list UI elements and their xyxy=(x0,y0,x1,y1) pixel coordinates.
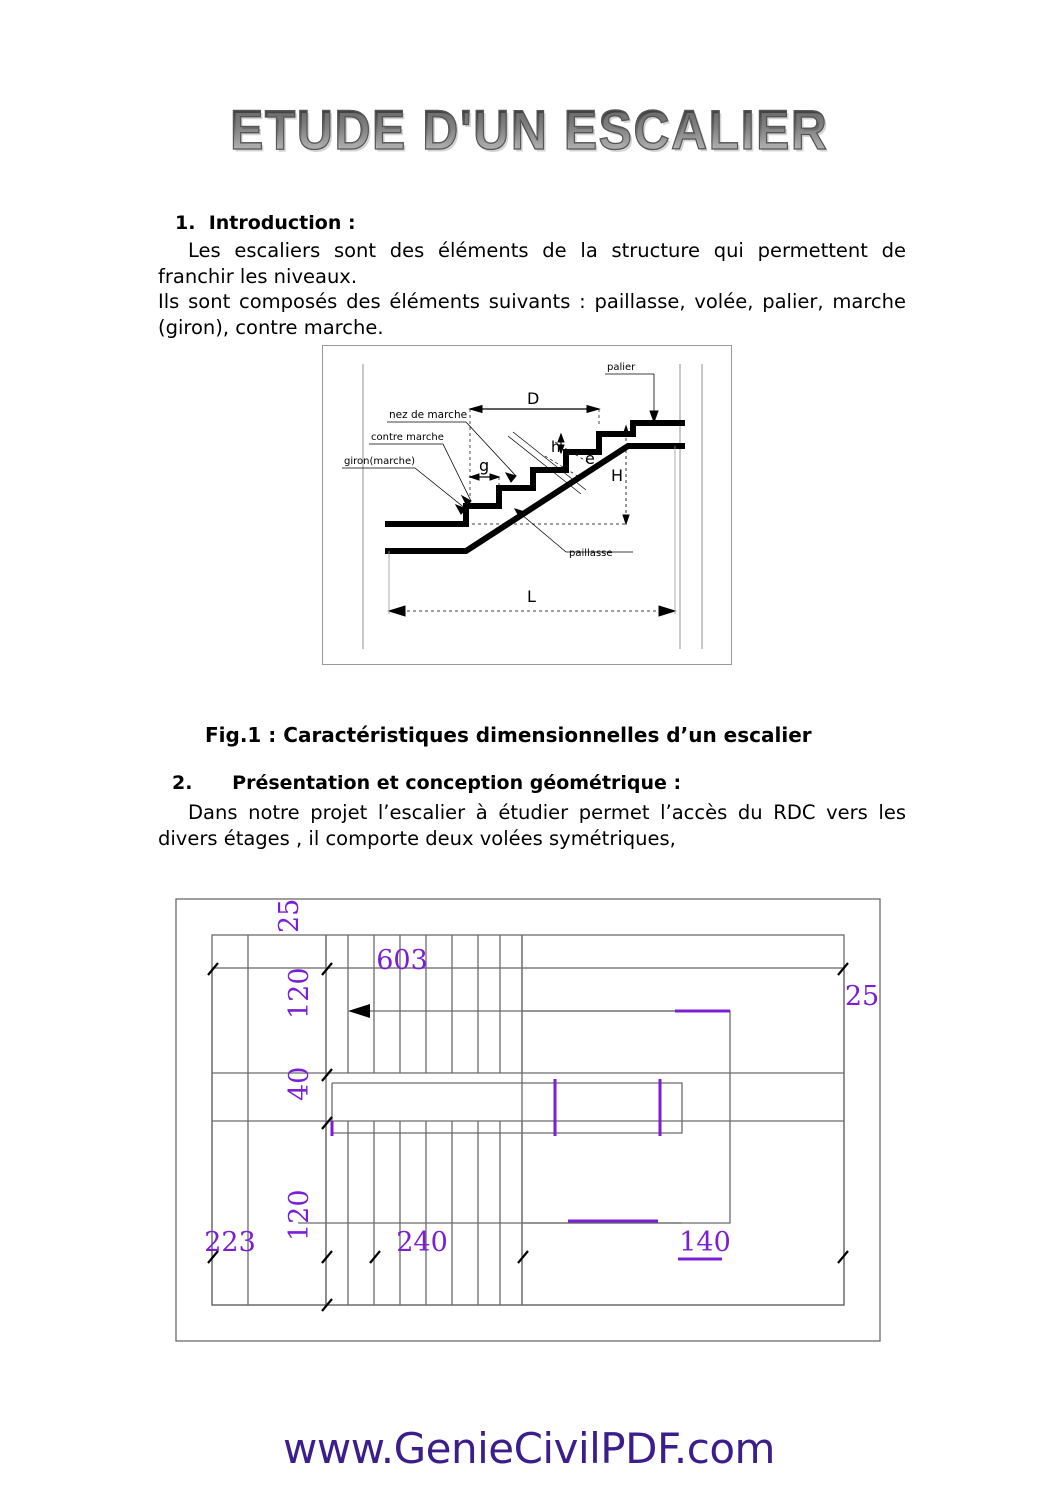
section-2-body xyxy=(158,800,906,851)
section-1-number: 1. xyxy=(175,212,196,234)
fig1-dim-D: D xyxy=(527,389,540,408)
page-title: ETUDE D'UN ESCALIER xyxy=(229,98,829,161)
page-title-wrapper xyxy=(0,98,1058,161)
section-2-number: 2. xyxy=(172,772,193,794)
figure-1-caption: Fig.1 : Caractéristiques dimensionnelles d’un escalier xyxy=(205,723,812,747)
plan-dim-240: 240 xyxy=(396,1227,448,1258)
fig1-label-paillasse: paillasse xyxy=(569,548,613,559)
fig1-dim-h: h xyxy=(551,438,561,456)
plan-dim-120-lower: 120 xyxy=(284,1189,315,1241)
plan-outer-frame xyxy=(176,899,880,1341)
footer-watermark-url: www.GenieCivilPDF.com xyxy=(283,1424,775,1473)
fig1-dim-H: H xyxy=(611,466,624,485)
section-1-title: Introduction : xyxy=(208,212,356,234)
section-1-heading xyxy=(175,212,575,234)
plan-purple-accents xyxy=(332,1011,730,1259)
plan-dim-120-upper: 120 xyxy=(284,967,315,1019)
fig1-label-contre-marche: contre marche xyxy=(371,432,444,443)
section-2-title: Présentation et conception géométrique : xyxy=(232,772,682,794)
plan-dim-25-top-right: 25 xyxy=(844,981,880,1012)
plan-dim-603: 603 xyxy=(376,945,428,976)
lower-flight-treads xyxy=(326,1121,522,1305)
plan-direction-arrowhead xyxy=(348,1004,370,1018)
section-1-paragraph-2: Ils sont composés des éléments suivants : paillasse, volée, palier, marche (giron), contre marche. xyxy=(158,290,906,339)
stair-plan-svg xyxy=(170,893,892,1348)
fig1-dim-e: e xyxy=(585,449,595,468)
plan-dim-40: 40 xyxy=(284,1066,315,1101)
figure-1-stair-section-diagram xyxy=(322,345,732,665)
fig1-dim-L: L xyxy=(527,587,536,606)
plan-dim-25-top-left: 25 xyxy=(274,898,305,933)
fig1-label-nez-de-marche: nez de marche xyxy=(389,409,468,421)
plan-dim-140: 140 xyxy=(679,1227,731,1258)
section-1-paragraph-1: Les escaliers sont des éléments de la structure qui permettent de franchir les niveaux. xyxy=(158,239,906,288)
fig1-label-palier: palier xyxy=(607,362,636,373)
plan-landing-rect xyxy=(332,1083,682,1133)
stair-section-svg xyxy=(323,346,731,664)
plan-right-room xyxy=(522,1011,730,1223)
section-1-body xyxy=(158,238,906,340)
figure-2-stair-plan-drawing xyxy=(170,893,892,1348)
plan-dim-223: 223 xyxy=(204,1227,256,1258)
section-2-heading xyxy=(172,772,812,794)
fig1-label-giron-marche: giron(marche) xyxy=(344,456,416,467)
section-2-paragraph-1: Dans notre projet l’escalier à étudier permet l’accès du RDC vers les divers étages , il comporte deux volées symétriques, xyxy=(158,801,906,850)
fig1-dim-g: g xyxy=(479,456,490,475)
